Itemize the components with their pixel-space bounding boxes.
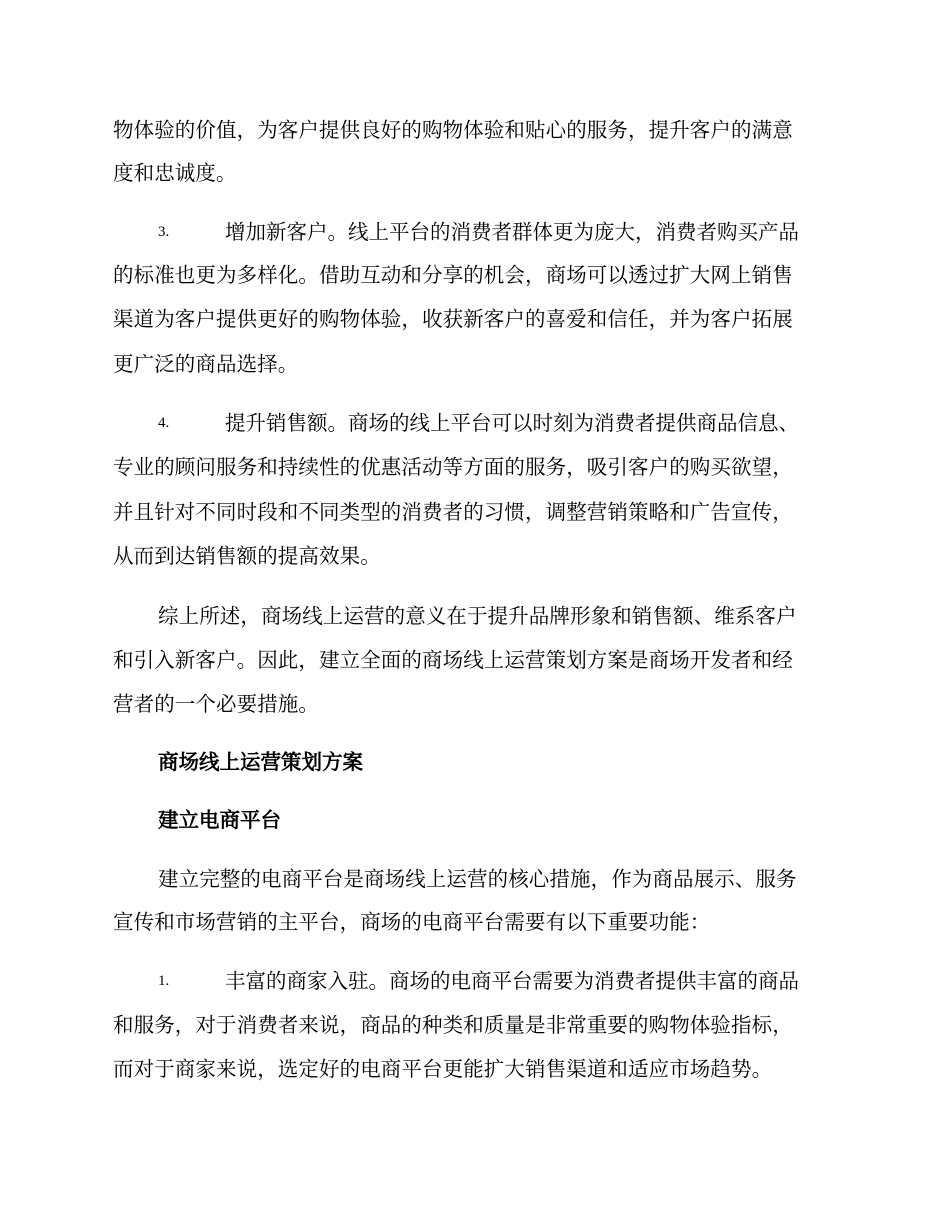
list-number: 4. bbox=[158, 415, 170, 431]
list-item-line: 的标准也更为多样化。借助互动和分享的机会，商场可以透过扩大网上销售 bbox=[113, 263, 793, 287]
list-number: 3. bbox=[158, 224, 170, 240]
paragraph-line: 物体验的价值，为客户提供良好的购物体验和贴心的服务，提升客户的满意 bbox=[113, 118, 793, 142]
list-item-line: 专业的顾问服务和持续性的优惠活动等方面的服务，吸引客户的购买欲望， bbox=[113, 455, 793, 479]
list-number: 1. bbox=[158, 973, 170, 989]
list-item-line: 增加新客户。线上平台的消费者群体更为庞大，消费者购买产品 bbox=[225, 220, 799, 244]
paragraph-line: 综上所述，商场线上运营的意义在于提升品牌形象和销售额、维系客户 bbox=[158, 604, 797, 628]
subsection-heading: 建立电商平台 bbox=[158, 808, 281, 832]
paragraph-line: 营者的一个必要措施。 bbox=[113, 692, 319, 716]
paragraph-line: 建立完整的电商平台是商场线上运营的核心措施，作为商品展示、服务 bbox=[158, 867, 797, 891]
list-item-line: 和服务，对于消费者来说，商品的种类和质量是非常重要的购物体验指标， bbox=[113, 1013, 793, 1037]
list-item-line: 而对于商家来说，选定好的电商平台更能扩大销售渠道和适应市场趋势。 bbox=[113, 1057, 773, 1081]
list-item-line: 丰富的商家入驻。商场的电商平台需要为消费者提供丰富的商品 bbox=[225, 969, 799, 993]
list-item-line: 渠道为客户提供更好的购物体验，收获新客户的喜爱和信任，并为客户拓展 bbox=[113, 307, 793, 331]
paragraph-line: 度和忠诚度。 bbox=[113, 161, 237, 185]
list-item-line: 提升销售额。商场的线上平台可以时刻为消费者提供商品信息、 bbox=[225, 411, 799, 435]
section-heading: 商场线上运营策划方案 bbox=[158, 750, 363, 774]
paragraph-line: 和引入新客户。因此，建立全面的商场线上运营策划方案是商场开发者和经 bbox=[113, 648, 793, 672]
list-item-line: 并且针对不同时段和不同类型的消费者的习惯，调整营销策略和广告宣传， bbox=[113, 500, 793, 524]
list-item-line: 从而到达销售额的提高效果。 bbox=[113, 544, 381, 568]
paragraph-line: 宣传和市场营销的主平台，商场的电商平台需要有以下重要功能： bbox=[113, 910, 711, 934]
list-item-line: 更广泛的商品选择。 bbox=[113, 352, 299, 376]
